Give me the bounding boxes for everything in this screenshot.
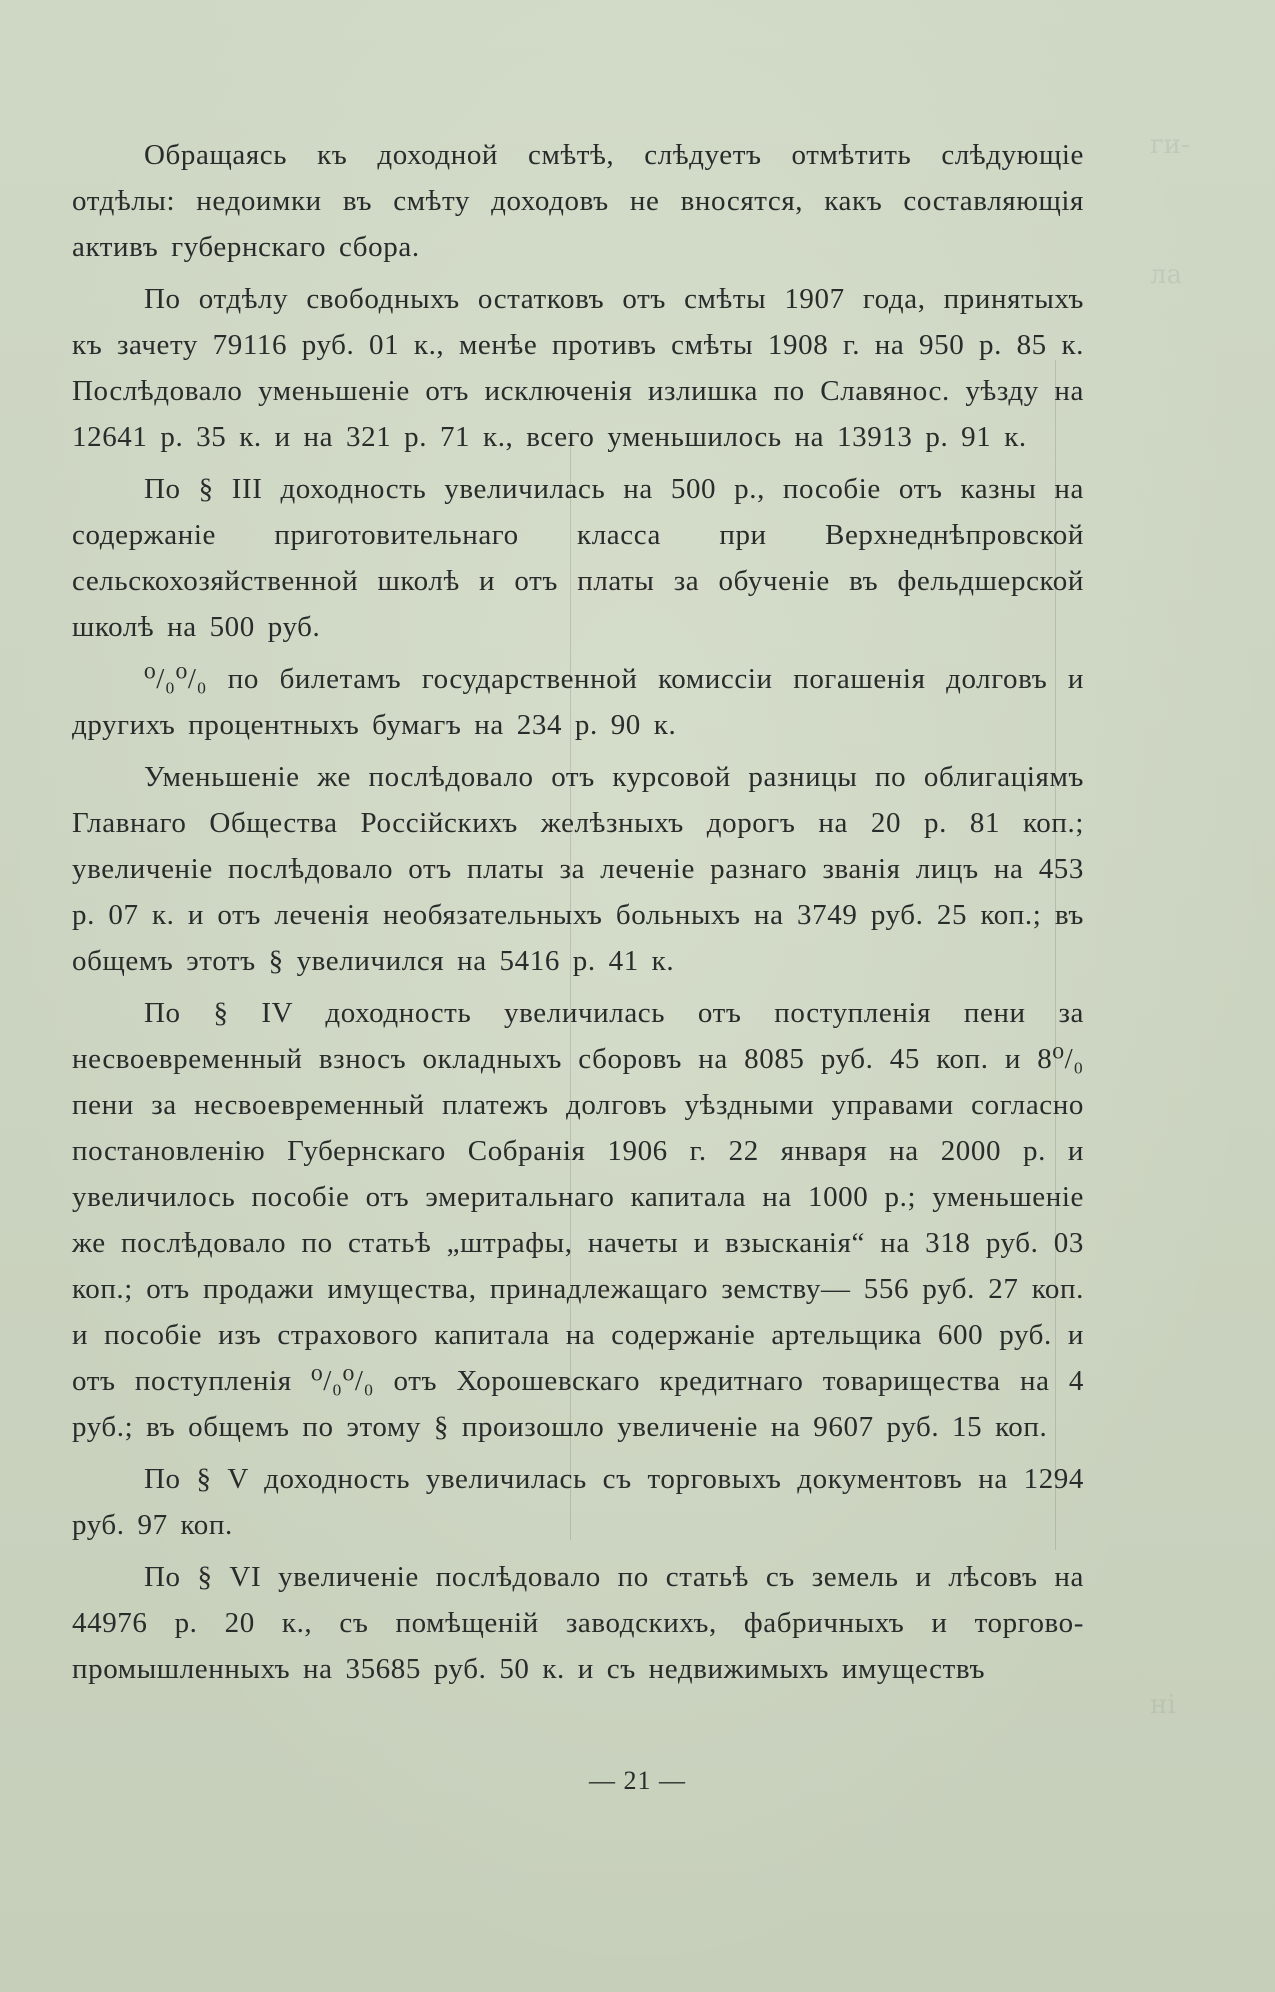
show-through-decoration: ла [1150,260,1183,290]
paragraph-section-iii: По § III доходность увеличилась на 500 р., пособіе отъ казны на содержаніе приготовительнаго класса при Верхнеднѣпровской сельскохозяйственной школѣ и отъ платы за обученіе въ фельдшерской школѣ на 500 руб. [72,473,1084,643]
page-number: — 21 — [589,1766,686,1795]
paragraph-percent-bilety: ⁰/₀⁰/₀ по билетамъ государственной комиссіи погашенія долговъ и другихъ процентныхъ бумагъ на 234 р. 90 к. [72,663,1084,741]
paragraph-dohodnaya-smeta: Обращаясь къ доходной смѣтѣ, слѣдуетъ отмѣтить слѣдующіе отдѣлы: недоимки въ смѣту доходовъ не вносятся, какъ составляющія активъ губернскаго сбора. [72,139,1084,263]
paragraph-section-v: По § V доходность увеличилась съ торговыхъ документовъ на 1294 руб. 97 коп. [72,1463,1084,1541]
show-through-decoration: ні [1150,1690,1176,1720]
paragraph-umenshenie: Уменьшеніе же послѣдовало отъ курсовой разницы по облигаціямъ Главнаго Общества Россійскихъ желѣзныхъ дорогъ на 20 р. 81 коп.; увеличеніе послѣдовало отъ платы за леченіе разнаго званія лицъ на 453 р. 07 к. и отъ леченія необязательныхъ больныхъ на 3749 руб. 25 коп.; въ общемъ этотъ § увеличился на 5416 р. 41 к. [72,761,1084,977]
document-body [72,132,1084,1698]
show-through-decoration: ги- [1150,130,1190,160]
paragraph-section-iv: По § IV доходность увеличилась отъ поступленія пени за несвоевременный взносъ окладныхъ сборовъ на 8085 руб. 45 коп. и 8⁰/₀ пени за несвоевременный платежъ долговъ уѣздными управами согласно постановленію Губернскаго Собранія 1906 г. 22 января на 2000 р. и увеличилось пособіе отъ эмеритальнаго капитала на 1000 р.; уменьшеніе же послѣдовало по статьѣ „штрафы, начеты и взысканія“ на 318 руб. 03 коп.; отъ продажи имущества, принадлежащаго земству— 556 руб. 27 коп. и пособіе изъ страхового капитала на содержаніе артельщика 600 руб. и отъ поступленія ⁰/₀⁰/₀ отъ Хорошевскаго кредитнаго товарищества на 4 руб.; въ общемъ по этому § произошло увеличеніе на 9607 руб. 15 коп. [72,997,1084,1443]
paragraph-svobodnye-ostatki: По отдѣлу свободныхъ остатковъ отъ смѣты 1907 года, принятыхъ къ зачету 79116 руб. 01 к., менѣе противъ смѣты 1908 г. на 950 р. 85 к. Послѣдовало уменьшеніе отъ исключенія излишка по Славянос. уѣзду на 12641 р. 35 к. и на 321 р. 71 к., всего уменьшилось на 13913 р. 91 к. [72,283,1084,453]
paragraph-section-vi: По § VI увеличеніе послѣдовало по статьѣ съ земель и лѣсовъ на 44976 р. 20 к., съ помѣщеній заводскихъ, фабричныхъ и торгово-промышленныхъ на 35685 руб. 50 к. и съ недвижимыхъ имуществъ [72,1561,1084,1685]
